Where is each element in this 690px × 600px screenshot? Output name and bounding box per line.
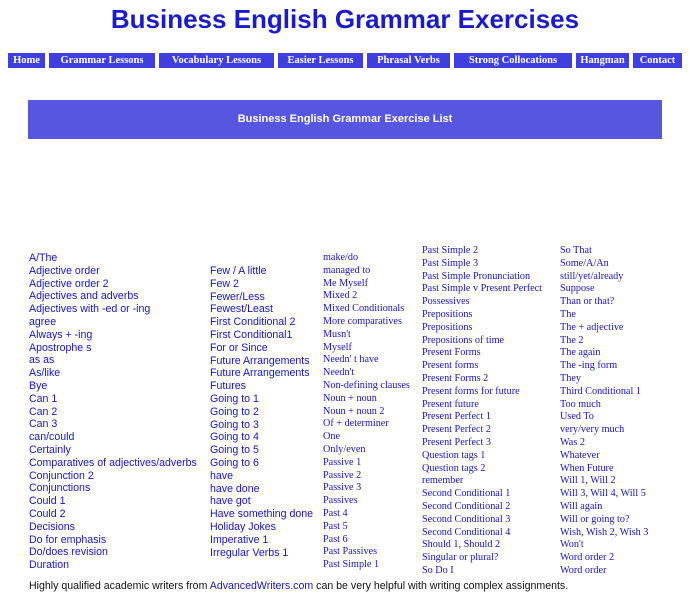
exercise-link[interactable]: Holiday Jokes xyxy=(210,520,276,533)
exercise-link[interactable]: Could 1 xyxy=(29,495,66,508)
exercise-link[interactable]: First Conditional1 xyxy=(210,328,293,341)
exercise-link[interactable]: Second Conditional 4 xyxy=(422,526,511,538)
exercise-link[interactable]: Past Simple v Present Perfect xyxy=(422,283,542,295)
exercise-link[interactable]: Past Simple Pronunciation xyxy=(422,270,531,282)
exercise-link[interactable]: have got xyxy=(210,495,251,508)
exercise-link[interactable]: Passive 3 xyxy=(323,482,362,494)
footer-text-after: can be very helpful with writing complex assignments. xyxy=(313,580,569,592)
exercise-link[interactable]: Few / A little xyxy=(210,265,267,277)
exercise-link[interactable]: Always + -ing xyxy=(29,328,93,341)
nav-easier-lessons[interactable]: Easier Lessons xyxy=(278,53,363,68)
exercise-link[interactable]: Present Perfect 3 xyxy=(422,436,492,448)
exercise-link[interactable]: Will again xyxy=(560,500,603,512)
exercise-link[interactable]: Needn' t have xyxy=(323,354,379,366)
exercise-link[interactable]: Passives xyxy=(323,495,358,507)
exercise-link[interactable]: Fewest/Least xyxy=(210,303,274,316)
exercise-link[interactable]: Fewer/Less xyxy=(210,290,265,303)
exercise-link[interactable]: Second Conditional 3 xyxy=(422,513,511,525)
exercise-link[interactable]: Second Conditional 2 xyxy=(422,500,511,512)
exercise-link[interactable]: Will 3, Will 4, Will 5 xyxy=(560,488,646,500)
exercise-link[interactable]: Suppose xyxy=(560,283,595,295)
exercise-link[interactable]: Can 3 xyxy=(29,418,58,431)
exercise-link[interactable]: Adjectives and adverbs xyxy=(29,290,139,303)
exercise-link[interactable]: Whatever xyxy=(560,449,600,461)
exercise-link[interactable]: Present Forms 2 xyxy=(422,372,489,384)
exercise-link[interactable]: Going to 2 xyxy=(210,405,259,418)
exercise-link[interactable]: Conjunctions xyxy=(29,482,91,495)
nav-contact[interactable]: Contact xyxy=(633,53,682,68)
exercise-link[interactable]: So That xyxy=(560,245,592,256)
exercise-column-4 xyxy=(422,245,542,578)
exercise-link[interactable]: can/could xyxy=(29,431,75,444)
exercise-link[interactable]: Past Simple 2 xyxy=(422,245,479,256)
exercise-link[interactable]: Than or that? xyxy=(560,296,615,308)
footer-note xyxy=(29,580,568,592)
exercise-column-2 xyxy=(210,265,313,559)
exercise-link[interactable]: Passive 1 xyxy=(323,456,362,468)
exercise-link[interactable]: Going to 5 xyxy=(210,444,259,457)
exercise-link[interactable]: have xyxy=(210,469,233,482)
exercise-link[interactable]: Needn't xyxy=(323,367,355,379)
exercise-link[interactable]: First Conditional 2 xyxy=(210,316,296,329)
exercise-link[interactable]: Can 1 xyxy=(29,392,58,405)
exercise-link[interactable]: Possessives xyxy=(422,296,470,308)
exercise-link[interactable]: Irregular Verbs 1 xyxy=(210,546,289,559)
exercise-link[interactable]: Will 1, Will 2 xyxy=(560,475,616,487)
exercise-link[interactable]: As/like xyxy=(29,367,61,380)
exercise-link[interactable]: Past Simple 1 xyxy=(323,559,380,571)
exercise-link[interactable]: So Do I xyxy=(422,564,454,576)
exercise-link[interactable]: Past Passives xyxy=(323,546,378,558)
exercise-link[interactable]: Only/even xyxy=(323,443,366,455)
exercise-link[interactable]: Past Simple 3 xyxy=(422,257,479,269)
nav-grammar-lessons[interactable]: Grammar Lessons xyxy=(49,53,155,68)
exercise-link[interactable]: Future Arrangements xyxy=(210,367,310,380)
exercise-link[interactable]: Present future xyxy=(422,398,479,410)
exercise-link[interactable]: Question tags 1 xyxy=(422,449,486,461)
exercise-link[interactable]: Present forms for future xyxy=(422,385,520,397)
exercise-link[interactable]: Past 5 xyxy=(323,520,348,532)
exercise-link[interactable]: Word order 2 xyxy=(560,552,615,564)
exercise-list-banner: Business English Grammar Exercise List xyxy=(28,100,662,139)
exercise-link[interactable]: Used To xyxy=(560,411,594,423)
exercise-link[interactable]: For or Since xyxy=(210,341,268,354)
exercise-link[interactable]: When Future xyxy=(560,462,614,474)
exercise-link[interactable]: very/very much xyxy=(560,424,625,436)
exercise-link[interactable]: Present Forms xyxy=(422,347,481,359)
exercise-link[interactable]: Noun + noun 2 xyxy=(323,405,385,417)
exercise-column-3 xyxy=(323,252,410,572)
exercise-link[interactable]: Imperative 1 xyxy=(210,533,269,546)
nav-hangman[interactable]: Hangman xyxy=(576,53,629,68)
exercise-link[interactable]: Won't xyxy=(560,539,584,551)
exercise-link[interactable]: Second Conditional 1 xyxy=(422,488,511,500)
exercise-link[interactable]: Will or going to? xyxy=(560,513,630,525)
exercise-link[interactable]: Should 1, Should 2 xyxy=(422,539,501,551)
exercise-link[interactable]: Musn't xyxy=(323,328,351,340)
exercise-link[interactable]: Present Perfect 1 xyxy=(422,411,492,423)
exercise-link[interactable]: Could 2 xyxy=(29,507,66,520)
exercise-link[interactable]: make/do xyxy=(323,252,359,263)
exercise-link[interactable]: Decisions xyxy=(29,520,75,533)
exercise-link[interactable]: Some/A/An xyxy=(560,257,609,269)
exercise-link[interactable]: Myself xyxy=(323,341,352,353)
exercise-link[interactable]: Prepositions xyxy=(422,321,473,333)
exercise-column-1 xyxy=(29,252,197,572)
exercise-link[interactable]: Me Myself xyxy=(323,277,368,289)
exercise-link[interactable]: remember xyxy=(422,475,464,487)
exercise-link[interactable]: Can 2 xyxy=(29,405,58,418)
exercise-link[interactable]: Do/does revision xyxy=(29,546,108,559)
exercise-link[interactable]: They xyxy=(560,372,581,384)
exercise-link[interactable]: Mixed 2 xyxy=(323,290,358,302)
exercise-link[interactable]: Word order xyxy=(560,564,607,576)
exercise-link[interactable]: Past 6 xyxy=(323,533,348,545)
exercise-link[interactable]: Past 4 xyxy=(323,507,348,519)
exercise-link[interactable]: Noun + noun xyxy=(323,392,377,404)
exercise-link[interactable]: Present Perfect 2 xyxy=(422,424,492,436)
exercise-link[interactable]: Present forms xyxy=(422,360,479,372)
exercise-link[interactable]: Third Conditional 1 xyxy=(560,385,641,397)
exercise-link[interactable]: The 2 xyxy=(560,334,584,346)
exercise-link[interactable]: Adjectives with -ed or -ing xyxy=(29,303,151,316)
exercise-link[interactable]: Question tags 2 xyxy=(422,462,486,474)
exercise-link[interactable]: Duration xyxy=(29,559,70,572)
exercise-link[interactable]: Bye xyxy=(29,379,48,392)
nav-vocabulary-lessons[interactable]: Vocabulary Lessons xyxy=(159,53,274,68)
site-title: Business English Grammar Exercises xyxy=(110,4,580,34)
exercise-link[interactable]: The + adjective xyxy=(560,321,624,333)
footer-text-before: Highly qualified academic writers from xyxy=(29,580,210,592)
nav-strong-collocations[interactable]: Strong Collocations xyxy=(454,53,572,68)
exercise-link[interactable]: Adjective order xyxy=(29,264,100,277)
nav-phrasal-verbs[interactable]: Phrasal Verbs xyxy=(367,53,450,68)
exercise-link[interactable]: Of + determiner xyxy=(323,418,389,430)
exercise-link[interactable]: Non-defining clauses xyxy=(323,379,410,391)
exercise-link[interactable]: The xyxy=(560,308,576,320)
exercise-link[interactable]: have done xyxy=(210,482,260,495)
exercise-link[interactable]: Future Arrangements xyxy=(210,354,310,367)
exercise-link[interactable]: agree xyxy=(29,315,57,328)
exercise-link[interactable]: Conjunction 2 xyxy=(29,469,94,482)
exercise-link[interactable]: as as xyxy=(29,354,55,367)
exercise-link[interactable]: Prepositions of time xyxy=(422,334,505,346)
exercise-link[interactable]: A/The xyxy=(29,252,58,264)
exercise-link[interactable]: Have something done xyxy=(210,508,314,521)
exercise-link[interactable]: Going to 4 xyxy=(210,431,259,444)
exercise-link[interactable]: The -ing form xyxy=(560,360,618,372)
exercise-link[interactable]: Going to 6 xyxy=(210,456,259,469)
exercise-link[interactable]: managed to xyxy=(323,264,371,276)
exercise-link[interactable]: Prepositions xyxy=(422,308,473,320)
exercise-link[interactable]: Adjective order 2 xyxy=(29,277,109,290)
exercise-link[interactable]: Mixed Conditionals xyxy=(323,303,405,315)
exercise-link[interactable]: still/yet/already xyxy=(560,270,624,282)
exercise-link[interactable]: Was 2 xyxy=(560,436,585,448)
exercise-link[interactable]: Going to 1 xyxy=(210,392,259,405)
exercise-link[interactable]: Futures xyxy=(210,380,246,393)
top-navigation xyxy=(8,53,682,68)
exercise-link[interactable]: Too much xyxy=(560,398,601,410)
exercise-link[interactable]: Few 2 xyxy=(210,277,239,290)
exercise-link[interactable]: Certainly xyxy=(29,443,71,456)
exercise-link[interactable]: Wish, Wish 2, Wish 3 xyxy=(560,526,649,538)
nav-home[interactable]: Home xyxy=(8,53,45,68)
exercise-link[interactable]: Passive 2 xyxy=(323,469,362,481)
exercise-link[interactable]: Singular or plural? xyxy=(422,552,499,564)
exercise-link[interactable]: Apostrophe s xyxy=(29,341,92,354)
exercise-link[interactable]: One xyxy=(323,431,340,443)
exercise-link[interactable]: More comparatives xyxy=(323,315,402,327)
exercise-link[interactable]: Comparatives of adjectives/adverbs xyxy=(29,456,197,469)
exercise-link[interactable]: Going to 3 xyxy=(210,418,259,431)
exercise-link[interactable]: Do for emphasis xyxy=(29,533,107,546)
exercise-link[interactable]: The again xyxy=(560,347,601,359)
exercise-column-5 xyxy=(560,245,648,578)
advancedwriters-link[interactable]: AdvancedWriters.com xyxy=(209,580,314,592)
